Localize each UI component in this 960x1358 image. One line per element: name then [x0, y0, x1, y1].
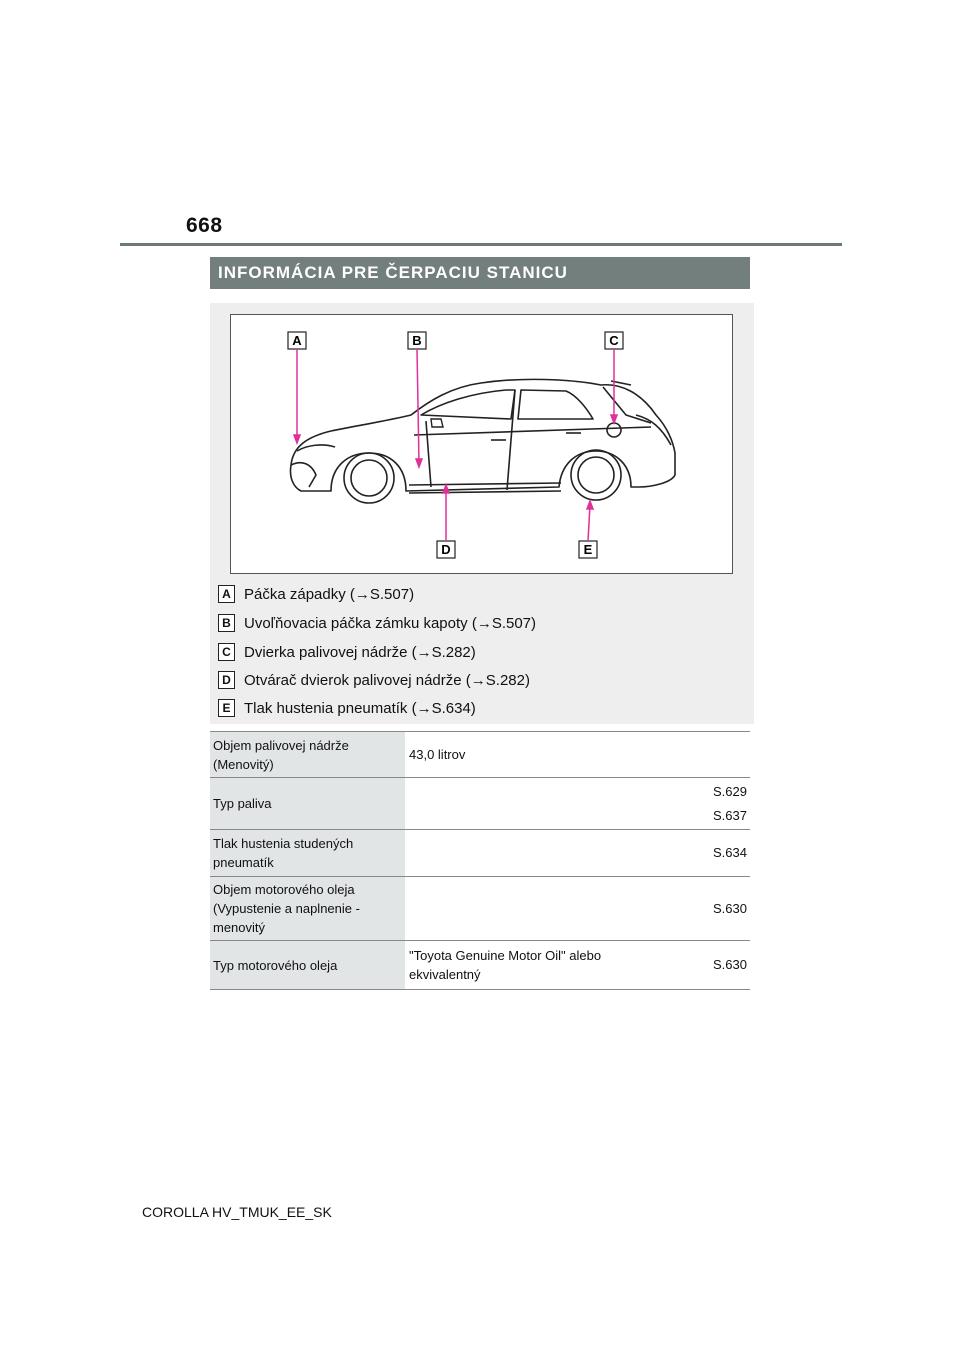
top-rule — [120, 243, 842, 246]
page-ref: S.629 — [713, 783, 747, 799]
callout-c-label: C — [609, 333, 619, 348]
callout-b — [408, 332, 426, 349]
row-ref — [663, 941, 750, 990]
row-ref — [663, 830, 750, 877]
figure-panel — [210, 303, 754, 724]
row-ref — [663, 778, 750, 830]
side-mirror — [431, 419, 443, 427]
car-wheels — [344, 423, 621, 503]
table-row — [210, 778, 750, 830]
page-number: 668 — [186, 214, 223, 237]
pointer-lines — [294, 349, 617, 541]
callout-d — [437, 541, 455, 558]
row-value — [405, 778, 663, 830]
section-title: INFORMÁCIA PRE ČERPACIU STANICU — [210, 257, 750, 289]
footer-model-code: COROLLA HV_TMUK_EE_SK — [142, 1204, 332, 1220]
callout-e — [579, 541, 597, 558]
page-ref: S.637 — [713, 807, 747, 823]
table-row — [210, 941, 750, 990]
legend-item-d — [218, 669, 530, 691]
page-ref: S.630 — [713, 957, 747, 972]
car-side-view-svg — [231, 315, 732, 573]
legend-text: Páčka západky (→S.507) — [244, 585, 415, 603]
legend-key: D — [218, 671, 235, 689]
table-row — [210, 877, 750, 941]
row-ref — [663, 732, 750, 778]
legend-text: Uvoľňovacia páčka zámku kapoty (→S.507) — [244, 614, 537, 632]
callout-c — [605, 332, 623, 349]
row-label: Typ motorového oleja — [210, 941, 405, 990]
fuel-info-table — [210, 731, 750, 990]
callout-e-label: E — [583, 542, 593, 557]
callout-b-label: B — [412, 333, 422, 348]
row-ref — [663, 877, 750, 941]
legend-item-e — [218, 697, 476, 719]
row-label: Typ paliva — [210, 778, 405, 830]
legend-text: Tlak hustenia pneumatík (→S.634) — [244, 699, 476, 717]
legend-key: C — [218, 643, 235, 661]
row-label: Objem palivovej nádrže (Menovitý) — [210, 732, 405, 778]
table-row — [210, 830, 750, 877]
car-illustration — [230, 314, 733, 574]
row-label: Objem motorového oleja (Vypustenie a naplnenie - menovitý — [210, 877, 405, 941]
legend-text: Dvierka palivovej nádrže (→S.282) — [244, 643, 476, 661]
legend-item-a — [218, 583, 414, 605]
callout-a-label: A — [292, 333, 302, 348]
page-ref: S.630 — [713, 900, 747, 916]
legend-item-b — [218, 612, 536, 634]
page-ref: S.634 — [713, 845, 747, 860]
legend-key: A — [218, 585, 235, 603]
legend-key: B — [218, 614, 235, 632]
row-value: 43,0 litrov — [409, 747, 466, 762]
legend-item-c — [218, 641, 476, 663]
row-label: Tlak hustenia studených pneumatík — [210, 830, 405, 877]
table-row — [210, 732, 750, 778]
row-value — [405, 877, 663, 941]
row-value — [405, 830, 663, 877]
legend-text: Otvárač dvierok palivovej nádrže (→S.282) — [244, 671, 530, 689]
callout-d-label: D — [441, 542, 451, 557]
legend-key: E — [218, 699, 235, 717]
row-value: "Toyota Genuine Motor Oil" alebo ekvivalentný — [409, 948, 602, 982]
callout-a — [288, 332, 306, 349]
